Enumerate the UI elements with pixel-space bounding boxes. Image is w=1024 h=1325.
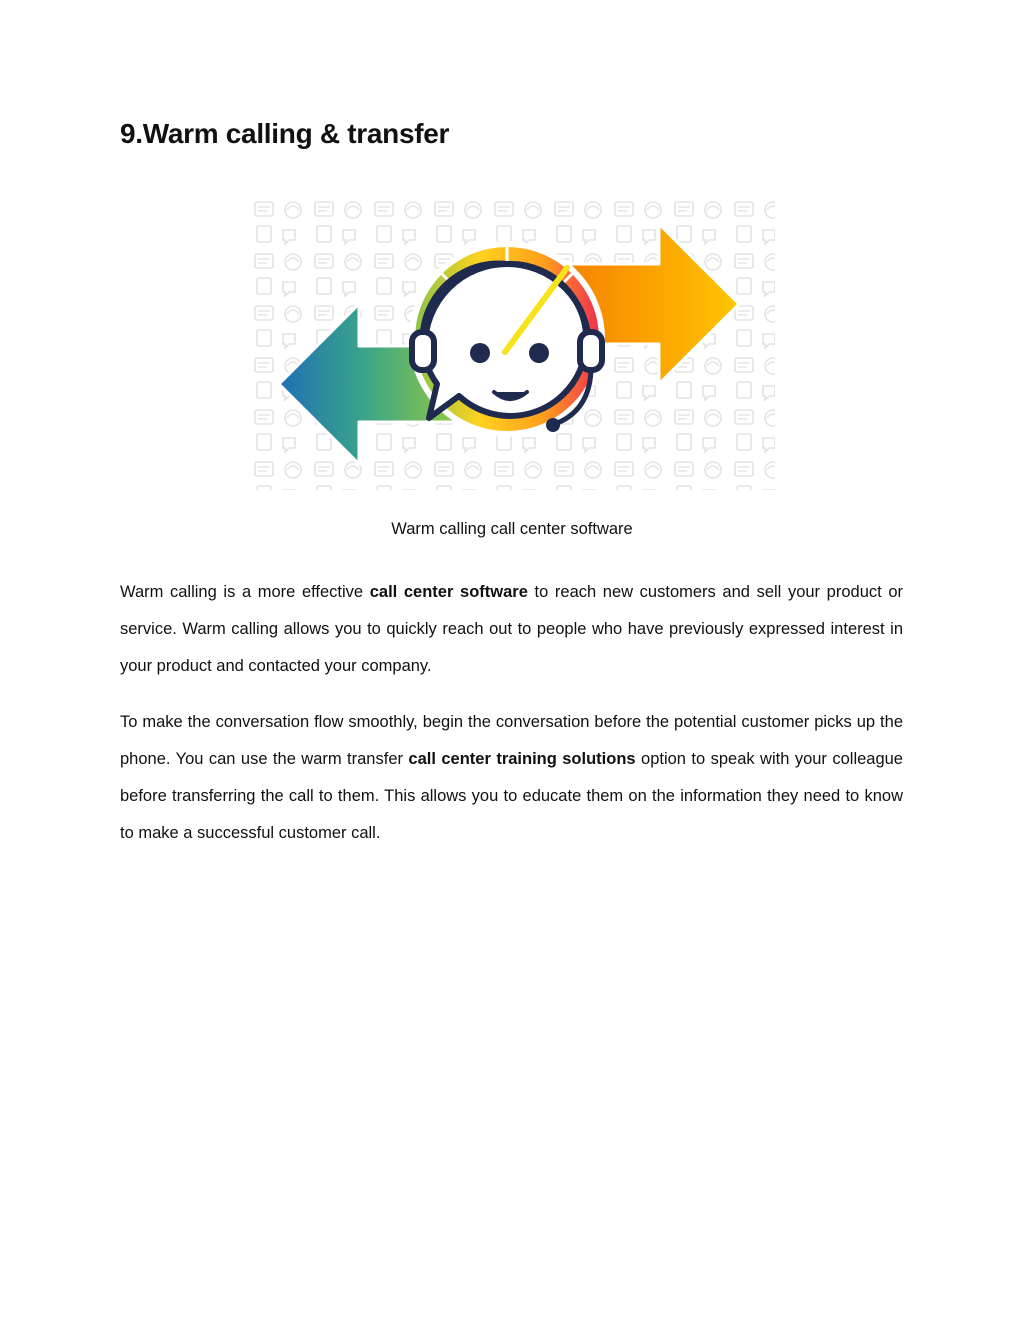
- paragraph-text: Warm calling is a more effective: [120, 583, 370, 601]
- paragraph-text: to reach new customers and sell your product or service. Warm calling allows you to quickly reach out to people who have previously expressed interest in your product and contacted your company.: [120, 583, 903, 675]
- call-center-software-link[interactable]: call center software: [369, 583, 528, 601]
- paragraph-warm-transfer: [120, 704, 903, 852]
- figure-caption: Warm calling call center software: [391, 520, 633, 538]
- paragraph-text: option to speak with your colleague before transferring the call to them. This allows you to educate them on the information they need to know to make a successful customer call.: [120, 750, 903, 842]
- call-center-training-solutions-link[interactable]: call center training solutions: [408, 750, 636, 768]
- paragraph-text: To make the conversation flow smoothly, begin the conversation before the potential customer picks up the phone. You can use the warm transfer: [120, 713, 903, 768]
- section-heading: 9.Warm calling & transfer: [120, 118, 450, 149]
- warm-calling-illustration: [249, 196, 775, 490]
- paragraph-warm-calling: [120, 574, 903, 685]
